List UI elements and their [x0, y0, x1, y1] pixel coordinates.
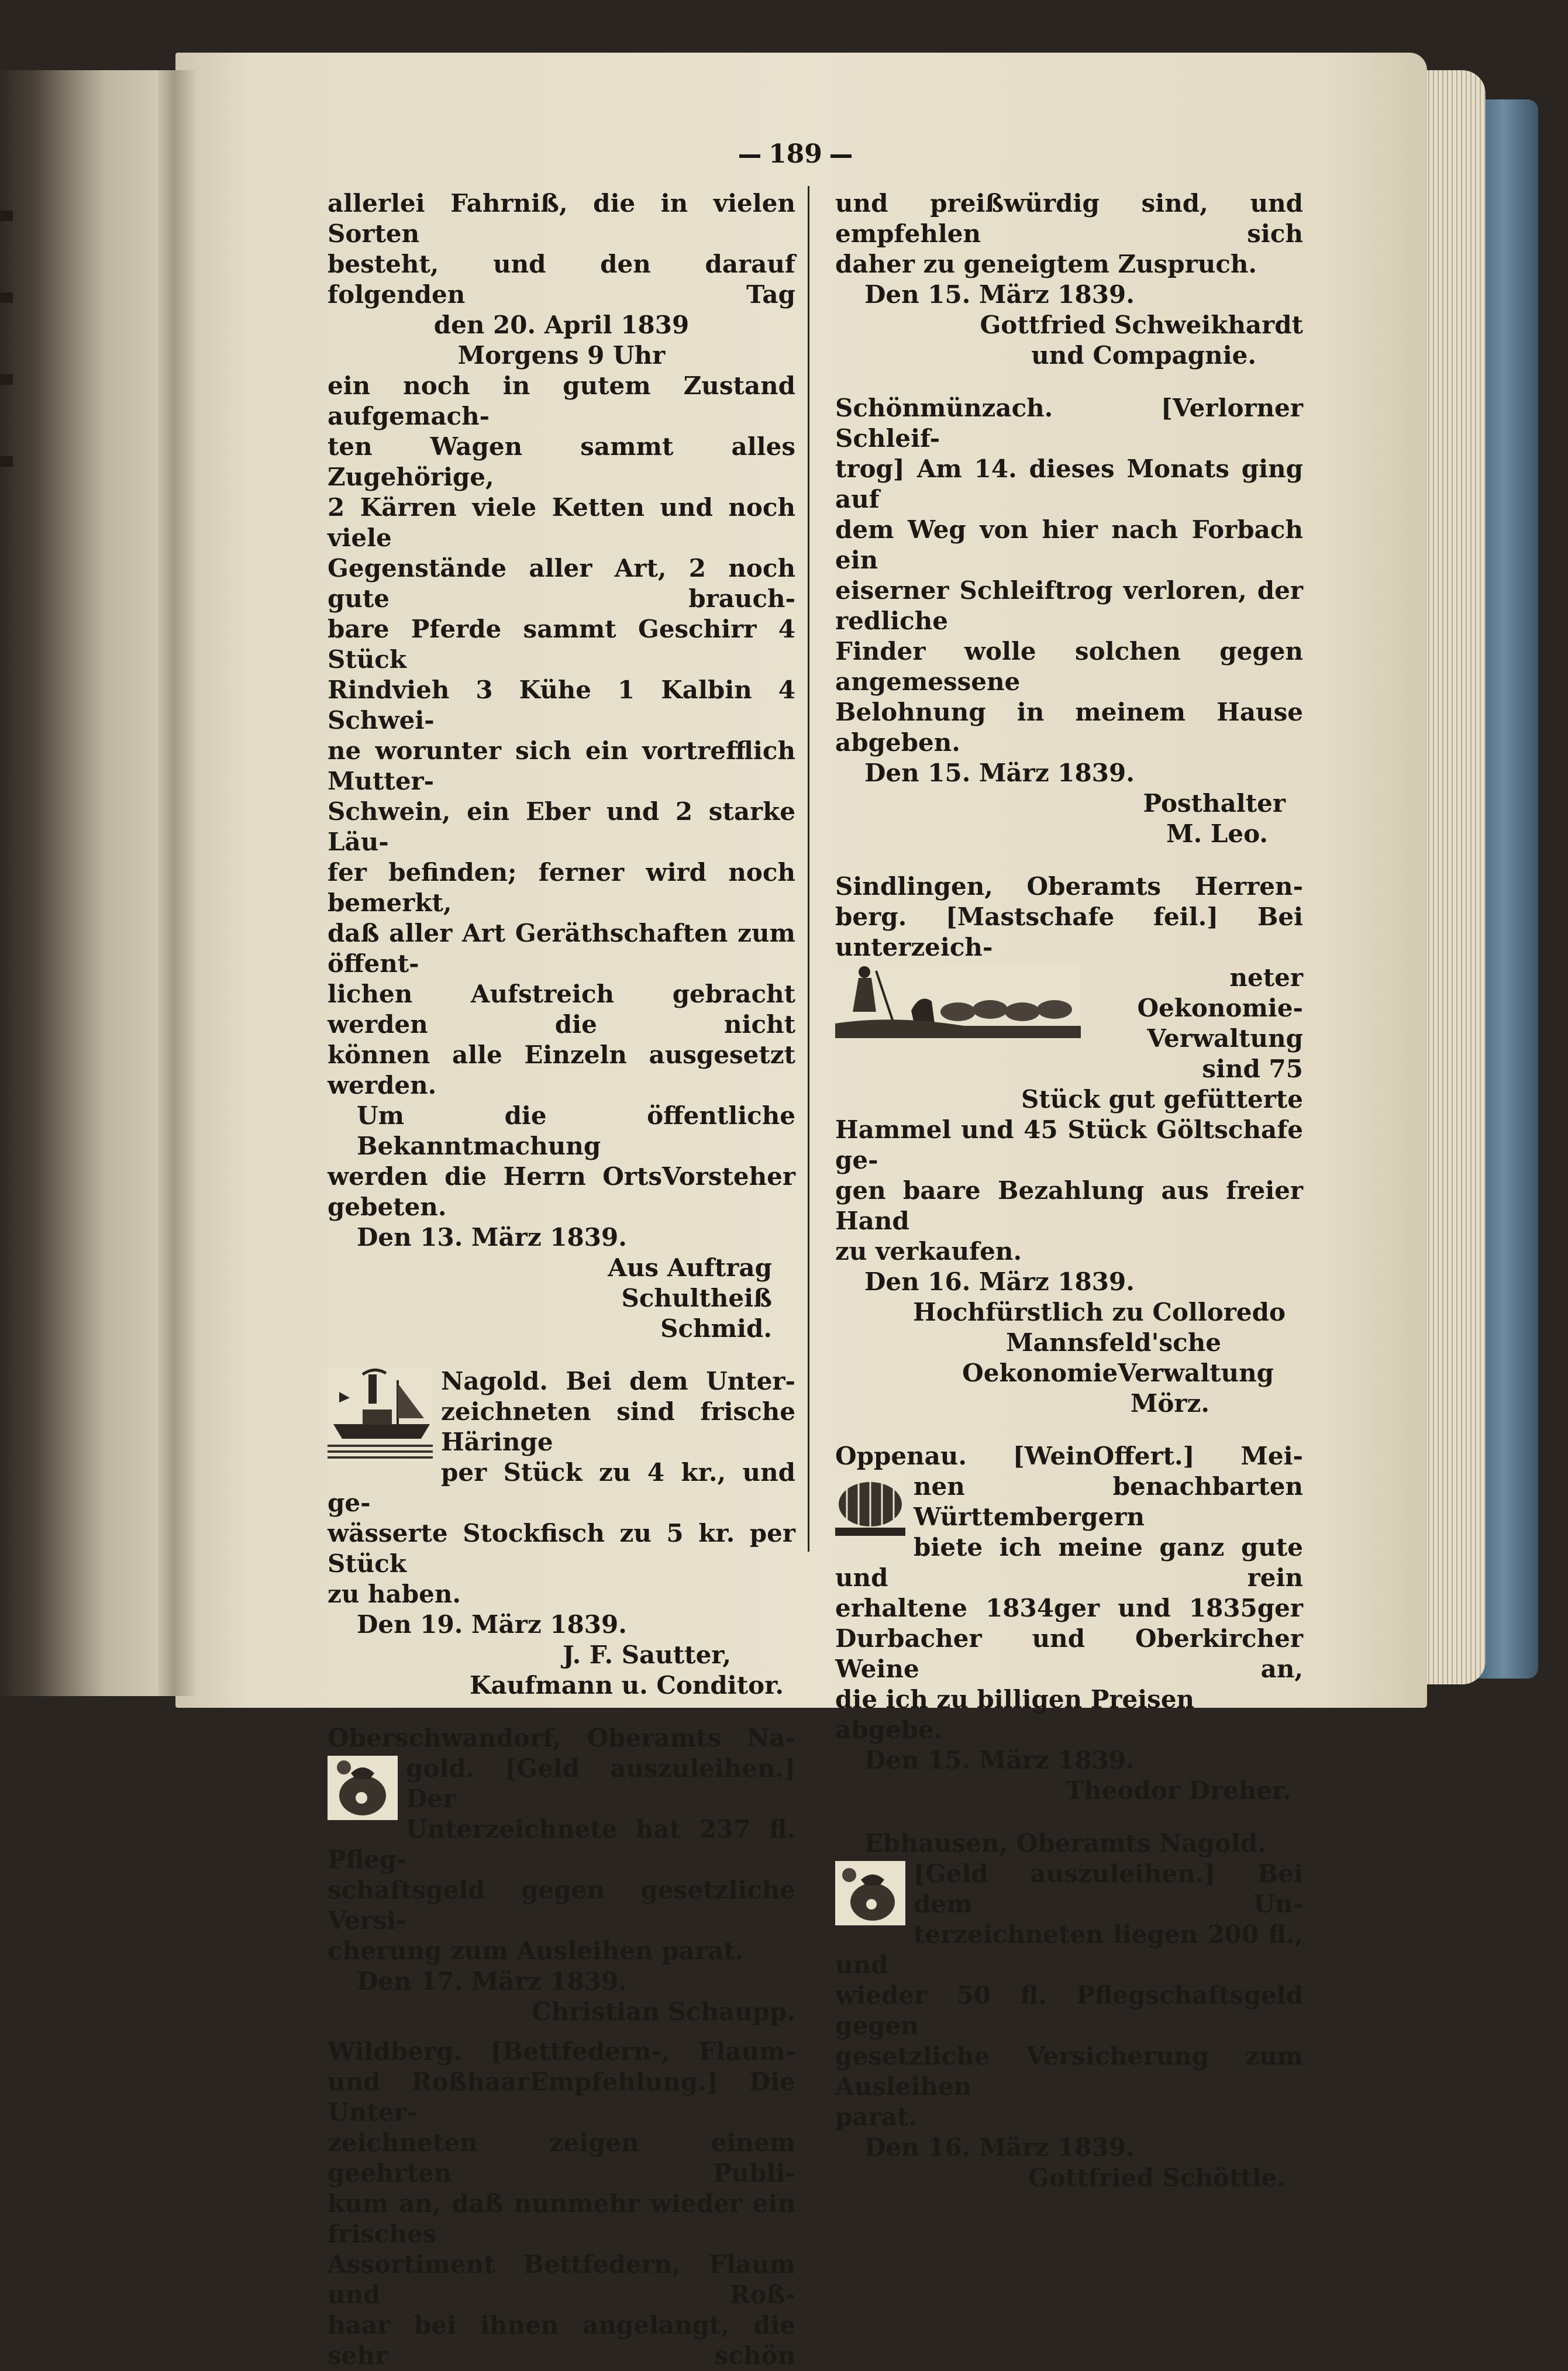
text-line: bare Pferde sammt Geschirr 4 Stück	[328, 615, 795, 674]
notice-oppenau	[835, 1441, 1303, 1806]
wine-barrel-woodcut	[835, 1474, 905, 1538]
signature-line: M. Leo.	[1166, 819, 1268, 848]
text-line: zu haben.	[328, 1580, 461, 1608]
signature-line: Christian Schaupp.	[532, 1997, 795, 2026]
text-line: schaftsgeld gegen gesetzliche Versi-	[328, 1876, 795, 1935]
signature-line: Schmid.	[660, 1314, 772, 1343]
text-line: kum an, daß nunmehr wieder ein frisches	[328, 2189, 795, 2248]
notice-schoenmuenzach	[835, 393, 1303, 849]
text-line: können alle Einzeln ausgesetzt werden.	[328, 1040, 795, 1100]
text-line: Schwein, ein Eber und 2 starke Läu-	[328, 797, 795, 856]
signature-line: Gottfried Schöttle.	[1028, 2163, 1286, 2192]
text-line: Morgens 9 Uhr	[457, 341, 666, 370]
text-line: 2 Kärren viele Ketten und noch viele	[328, 493, 795, 552]
signature-line: Hochfürstlich zu Colloredo	[913, 1298, 1286, 1326]
date-line: Den 15. März 1839.	[864, 1746, 1135, 1774]
text-line: Stück gut gefütterte	[1021, 1085, 1303, 1114]
notice-auction	[328, 188, 795, 1344]
text-line: Ebhausen, Oberamts Nagold.	[864, 1829, 1266, 1857]
text-line: neter Oekonomie-	[1137, 963, 1303, 1022]
page-number-header	[708, 139, 883, 169]
notice-nagold-fish	[328, 1366, 795, 1701]
left-page-text-fragment	[0, 374, 13, 385]
text-line: [Geld auszuleihen.] Bei dem Un-	[914, 1859, 1303, 1918]
signature-line: OekonomieVerwaltung	[962, 1359, 1274, 1387]
left-page-text-fragment	[0, 456, 13, 467]
text-line: die ich zu billigen Preisen abgebe.	[835, 1685, 1195, 1744]
notice-oberschwandorf	[328, 1723, 795, 2027]
shepherd-sheep-woodcut	[835, 965, 1081, 1029]
left-page-text-fragment	[0, 292, 13, 303]
signature-line: Mörz.	[1130, 1389, 1209, 1418]
text-line: Wildberg. [Bettfedern-, Flaum-	[328, 2037, 795, 2066]
text-line: Oberschwandorf, Oberamts Na-	[328, 1724, 795, 1752]
text-line: zeichneten sind frische Häringe	[441, 1397, 795, 1456]
text-line: biete ich meine ganz gute und rein	[835, 1533, 1303, 1592]
text-line: haar bei ihnen angelangt, die sehr schön	[328, 2311, 795, 2370]
signature-line: und Compagnie.	[1031, 341, 1256, 370]
text-line: Rindvieh 3 Kühe 1 Kalbin 4 Schwei-	[328, 676, 795, 735]
text-line: Hammel und 45 Stück Göltschafe ge-	[835, 1115, 1303, 1174]
text-line: wieder 50 fl. Pflegschaftsgeld gegen	[835, 1981, 1303, 2040]
book-gutter	[158, 70, 199, 1696]
signature-line: Posthalter	[1143, 789, 1286, 818]
header-dash	[739, 154, 760, 158]
text-line: daher zu geneigtem Zuspruch.	[835, 250, 1257, 278]
text-line: und preißwürdig sind, und empfehlen sich	[835, 189, 1303, 248]
text-line: Sindlingen, Oberamts Herren-	[835, 872, 1303, 901]
date-line: Den 19. März 1839.	[357, 1610, 627, 1639]
date-line: Den 16. März 1839.	[864, 2133, 1135, 2162]
text-line: berg. [Mastschafe feil.] Bei unterzeich-	[835, 902, 1303, 962]
text-line: und RoßhaarEmpfehlung.] Die Unter-	[328, 2067, 795, 2127]
date-line: Den 15. März 1839.	[864, 759, 1135, 787]
text-line: Verwaltung sind 75	[1147, 1024, 1303, 1083]
facing-left-page	[0, 70, 175, 1696]
text-line: parat.	[835, 2103, 917, 2131]
signature-line: Kaufmann u. Conditor.	[469, 1671, 784, 1700]
text-line: fer befinden; ferner wird noch bemerkt,	[328, 858, 795, 917]
text-line: eiserner Schleiftrog verloren, der redliche	[835, 576, 1303, 635]
date-line: Den 16. März 1839.	[864, 1267, 1135, 1296]
page-number: 189	[769, 139, 822, 169]
text-line: Belohnung in meinem Hause abgeben.	[835, 698, 1303, 757]
left-page-text-fragment	[0, 211, 13, 221]
text-line: Unterzeichnete hat 237 fl. Pfleg-	[328, 1815, 795, 1874]
text-line: Schönmünzach. [Verlorner Schleif-	[835, 394, 1303, 453]
signature-line: Theodor Dreher.	[1065, 1776, 1291, 1805]
text-line: per Stück zu 4 kr., und ge-	[328, 1458, 795, 1517]
text-line: Um die öffentliche Bekanntmachung	[357, 1101, 795, 1160]
text-line: trog] Am 14. dieses Monats ging auf	[835, 454, 1303, 514]
left-column	[328, 188, 795, 2371]
text-line: besteht, und den darauf folgenden Tag	[328, 250, 795, 309]
column-divider	[808, 186, 809, 1552]
text-line: cherung zum Ausleihen parat.	[328, 1936, 744, 1965]
money-bag-woodcut	[835, 1861, 905, 1925]
text-line: wässerte Stockfisch zu 5 kr. per Stück	[328, 1519, 795, 1578]
header-dash	[830, 154, 852, 158]
text-line: Assortiment Bettfedern, Flaum und Roß-	[328, 2250, 795, 2309]
text-line: ein noch in gutem Zustand aufgemach-	[328, 371, 795, 430]
money-bag-woodcut	[328, 1756, 398, 1820]
text-line: werden die Herrn OrtsVorsteher gebeten.	[328, 1162, 795, 1221]
text-line: Finder wolle solchen gegen angemessene	[835, 637, 1303, 696]
signature-line: J. F. Sautter,	[563, 1641, 731, 1669]
signature-line: Gottfried Schweikhardt	[980, 311, 1303, 339]
text-line: erhaltene 1834ger und 1835ger	[835, 1594, 1303, 1622]
steamship-woodcut	[328, 1369, 433, 1462]
text-line: terzeichneten liegen 200 fl., und	[835, 1920, 1303, 1979]
text-line: Gegenstände aller Art, 2 noch gute brauch-	[328, 554, 795, 613]
notice-sindlingen	[835, 871, 1303, 1419]
text-line: Nagold. Bei dem Unter-	[441, 1367, 795, 1395]
text-line: Oppenau. [WeinOffert.] Mei-	[835, 1442, 1303, 1470]
date-line: Den 15. März 1839.	[864, 280, 1135, 309]
text-line: ten Wagen sammt alles Zugehörige,	[328, 432, 795, 491]
date-line: Den 17. März 1839.	[357, 1967, 627, 1996]
text-line: Durbacher und Oberkircher Weine an,	[835, 1624, 1303, 1683]
text-line: ne worunter sich ein vortrefflich Mutter-	[328, 736, 795, 795]
text-line: zu verkaufen.	[835, 1237, 1022, 1266]
date-line: Den 13. März 1839.	[357, 1223, 627, 1252]
right-column	[835, 188, 1303, 2193]
text-line: nen benachbarten Württembergern	[914, 1472, 1303, 1531]
notice-schweikhardt	[835, 188, 1303, 371]
signature-line: Schultheiß	[621, 1284, 772, 1312]
text-line: gesetzliche Versicherung zum Ausleihen	[835, 2042, 1303, 2101]
text-line: daß aller Art Geräthschaften zum öffent-	[328, 919, 795, 978]
text-line: gold. [Geld auszuleihen.] Der	[406, 1754, 795, 1813]
notice-wildberg	[328, 2036, 795, 2371]
text-line: dem Weg von hier nach Forbach ein	[835, 515, 1303, 574]
text-line: zeichneten zeigen einem geehrten Publi-	[328, 2128, 795, 2187]
signature-line: Aus Auftrag	[608, 1253, 772, 1282]
notice-ebhausen	[835, 1828, 1303, 2193]
text-line: lichen Aufstreich gebracht werden die nicht	[328, 980, 795, 1039]
text-line: gen baare Bezahlung aus freier Hand	[835, 1176, 1303, 1235]
text-line: allerlei Fahrniß, die in vielen Sorten	[328, 189, 795, 248]
signature-line: Mannsfeld'sche	[1006, 1328, 1221, 1357]
text-line: den 20. April 1839	[433, 311, 690, 339]
